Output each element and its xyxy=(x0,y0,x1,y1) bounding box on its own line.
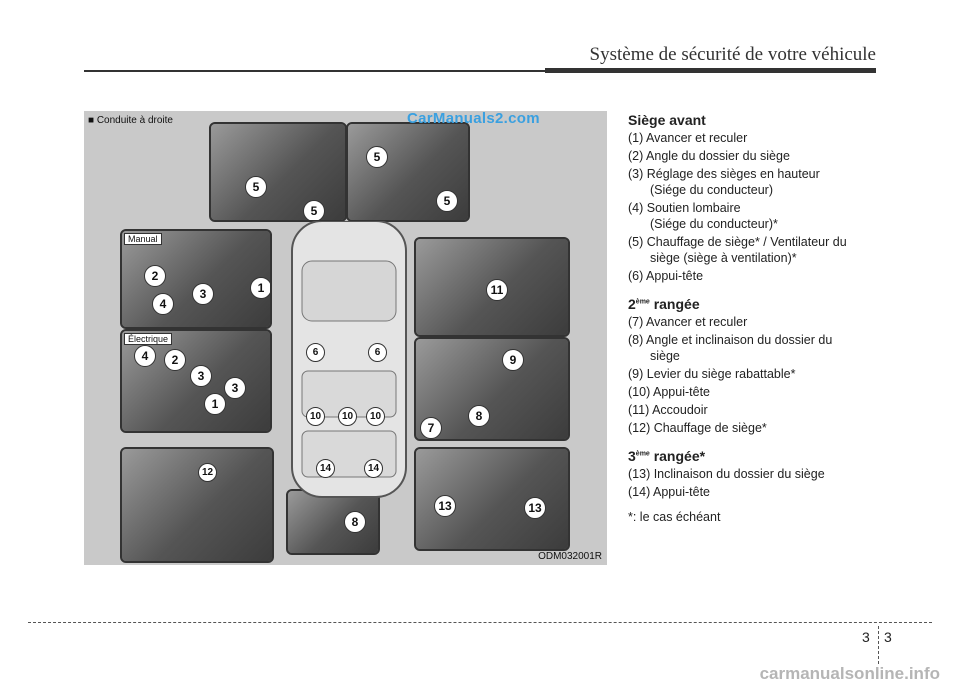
armrest-panel xyxy=(414,237,570,337)
section-heading: Siège avant xyxy=(628,112,706,128)
figure-caption: ■ Conduite à droite xyxy=(88,115,173,126)
list-item: (14) Appui-tête xyxy=(628,485,710,499)
callout-14: 14 xyxy=(316,459,335,478)
callout-12: 12 xyxy=(198,463,217,482)
callout-3: 3 xyxy=(192,283,214,305)
manual-seat-panel xyxy=(120,229,272,329)
callout-11: 11 xyxy=(486,279,508,301)
callout-10: 10 xyxy=(338,407,357,426)
page-divider xyxy=(878,626,879,664)
electric-tag: Électrique xyxy=(124,333,172,345)
section-third-row xyxy=(628,448,898,500)
callout-5: 5 xyxy=(366,146,388,168)
list-item: (6) Appui-tête xyxy=(628,269,704,283)
callout-13: 13 xyxy=(524,497,546,519)
callout-5: 5 xyxy=(245,176,267,198)
manual-tag: Manual xyxy=(124,233,162,245)
callout-10: 10 xyxy=(366,407,385,426)
header-rule-accent xyxy=(545,68,876,73)
callout-4: 4 xyxy=(134,345,156,367)
list-item: (4) Soutien lombaire (Siége du conducteur)* xyxy=(628,201,778,231)
callout-8: 8 xyxy=(468,405,490,427)
footer-rule xyxy=(28,622,932,623)
callout-2: 2 xyxy=(144,265,166,287)
list-item: (8) Angle et inclinaison du dossier du siège xyxy=(628,333,833,363)
list-item: (12) Chauffage de siège* xyxy=(628,421,767,435)
door-switch-panel xyxy=(120,447,274,563)
callout-10: 10 xyxy=(306,407,325,426)
callout-9: 9 xyxy=(502,349,524,371)
third-row-panel xyxy=(414,447,570,551)
callout-5: 5 xyxy=(436,190,458,212)
figure-ref: ODM032001R xyxy=(538,551,602,562)
callout-6: 6 xyxy=(306,343,325,362)
list-item: (7) Avancer et reculer xyxy=(628,315,748,329)
header-title: Système de sécurité de votre véhicule xyxy=(589,44,876,65)
section-front-seat xyxy=(628,112,898,284)
list-item: (1) Avancer et reculer xyxy=(628,131,748,145)
list-item: (9) Levier du siège rabattable* xyxy=(628,367,796,381)
text-column xyxy=(628,112,898,524)
chapter-number: 3 xyxy=(862,629,870,645)
callout-6: 6 xyxy=(368,343,387,362)
callout-8: 8 xyxy=(344,511,366,533)
list-item: (2) Angle du dossier du siège xyxy=(628,149,790,163)
console-panel-right xyxy=(346,122,470,222)
list-item: (11) Accoudoir xyxy=(628,403,708,417)
section-heading: 2ème rangée xyxy=(628,296,700,312)
callout-13: 13 xyxy=(434,495,456,517)
section-heading: 3ème rangée* xyxy=(628,448,706,464)
callout-14: 14 xyxy=(364,459,383,478)
callout-4: 4 xyxy=(152,293,174,315)
list-item: (5) Chauffage de siège* / Ventilateur du siège (siège à ventilation)* xyxy=(628,235,847,265)
car-top-view xyxy=(286,221,412,501)
callout-7: 7 xyxy=(420,417,442,439)
electric-seat-panel xyxy=(120,329,272,433)
seat-illustration xyxy=(84,111,607,565)
callout-2: 2 xyxy=(164,349,186,371)
watermark-top: CarManuals2.com xyxy=(407,110,540,127)
console-panel-left xyxy=(209,122,347,222)
callout-3: 3 xyxy=(224,377,246,399)
callout-5: 5 xyxy=(303,200,325,222)
page-number: 3 xyxy=(884,629,892,645)
second-row-panel xyxy=(414,337,570,441)
list-item: (10) Appui-tête xyxy=(628,385,710,399)
list-item: (13) Inclinaison du dossier du siège xyxy=(628,467,825,481)
watermark-bottom: carmanualsonline.info xyxy=(759,664,940,683)
callout-1: 1 xyxy=(204,393,226,415)
callout-1: 1 xyxy=(250,277,272,299)
section-second-row xyxy=(628,296,898,436)
footnote: *: le cas échéant xyxy=(628,510,721,524)
callout-3: 3 xyxy=(190,365,212,387)
list-item: (3) Réglage des sièges en hauteur (Siége du conducteur) xyxy=(628,167,820,197)
